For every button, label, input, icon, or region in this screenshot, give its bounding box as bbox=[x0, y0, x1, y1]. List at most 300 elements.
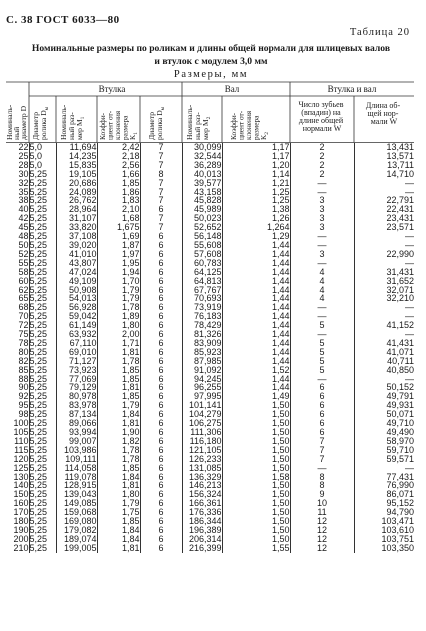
cell-shaft-nominal-size: 36,289 bbox=[182, 161, 222, 170]
cell-teeth-count: 6 bbox=[290, 383, 354, 392]
cell-teeth-count: 4 bbox=[290, 294, 354, 303]
cell-teeth-count: 5 bbox=[290, 321, 354, 330]
cell-shaft-roller-diameter: 6 bbox=[140, 437, 182, 446]
cell-bushing-roller-diameter: 5,25 bbox=[29, 348, 56, 357]
cell-normal-length: 41,152 bbox=[386, 321, 414, 331]
cell-teeth-count: 4 bbox=[290, 286, 354, 295]
cell-bushing-roller-diameter: 5,0 bbox=[29, 152, 56, 161]
cell-normal-length: 50,071 bbox=[386, 410, 414, 420]
cell-bushing-roller-diameter: 5,25 bbox=[29, 517, 56, 526]
cell-bushing-coefficient: 1,85 bbox=[97, 517, 140, 526]
cell-shaft-coefficient: 1,44 bbox=[222, 294, 290, 303]
cell-shaft-roller-diameter: 6 bbox=[140, 375, 182, 384]
cell-bushing-nominal-size: 93,994 bbox=[56, 428, 97, 437]
cell-teeth-count: 6 bbox=[290, 392, 354, 401]
cell-bushing-roller-diameter: 5,25 bbox=[29, 437, 56, 446]
cell-bushing-roller-diameter: 5,25 bbox=[29, 366, 56, 375]
cell-nominal-diameter: 115 bbox=[6, 446, 29, 455]
cell-teeth-count: 4 bbox=[290, 277, 354, 286]
cell-teeth-count: 6 bbox=[290, 428, 354, 437]
cell-shaft-coefficient: 1,25 bbox=[222, 196, 290, 205]
cell-normal-length: 22,431 bbox=[386, 205, 414, 215]
cell-bushing-nominal-size: 59,042 bbox=[56, 312, 97, 321]
cell-teeth-count: 12 bbox=[290, 526, 354, 535]
cell-shaft-nominal-size: 43,158 bbox=[182, 188, 222, 197]
cell-shaft-coefficient: 1,50 bbox=[222, 535, 290, 544]
cell-teeth-count: 7 bbox=[290, 437, 354, 446]
cell-bushing-coefficient: 1,81 bbox=[97, 348, 140, 357]
cell-bushing-coefficient: 1,68 bbox=[97, 214, 140, 223]
cell-nominal-diameter: 92 bbox=[6, 392, 29, 401]
cell-normal-length: 95,152 bbox=[386, 499, 414, 509]
cell-bushing-coefficient: 1,86 bbox=[97, 188, 140, 197]
cell-teeth-count: 7 bbox=[290, 446, 354, 455]
table-number: Таблица 20 bbox=[349, 27, 410, 38]
table-row bbox=[6, 366, 414, 375]
cell-normal-length: — bbox=[405, 312, 414, 322]
table-row bbox=[6, 473, 414, 482]
cell-bushing-nominal-size: 89,066 bbox=[56, 419, 97, 428]
table-row bbox=[6, 401, 414, 410]
cell-shaft-nominal-size: 104,279 bbox=[182, 410, 222, 419]
cell-bushing-nominal-size: 103,986 bbox=[56, 446, 97, 455]
cell-shaft-nominal-size: 121,105 bbox=[182, 446, 222, 455]
cell-normal-length: 13,711 bbox=[387, 160, 414, 170]
cell-bushing-nominal-size: 39,020 bbox=[56, 241, 97, 250]
cell-bushing-nominal-size: 139,043 bbox=[56, 490, 97, 499]
cell-shaft-roller-diameter: 7 bbox=[140, 188, 182, 197]
cell-bushing-nominal-size: 71,127 bbox=[56, 357, 97, 366]
cell-nominal-diameter: 55 bbox=[6, 259, 29, 268]
cell-nominal-diameter: 90 bbox=[6, 383, 29, 392]
cell-bushing-roller-diameter: 5,25 bbox=[29, 499, 56, 508]
cell-shaft-coefficient: 1,50 bbox=[222, 401, 290, 410]
cell-shaft-coefficient: 1,58 bbox=[222, 473, 290, 482]
table-row bbox=[6, 161, 414, 170]
table-row bbox=[6, 214, 414, 223]
table-caption-line-1: Номинальные размеры по роликам и длины общей нормали для шлицевых валов bbox=[31, 43, 391, 54]
cell-shaft-roller-diameter: 6 bbox=[140, 464, 182, 473]
cell-shaft-roller-diameter: 6 bbox=[140, 526, 182, 535]
cell-teeth-count: 2 bbox=[290, 170, 354, 179]
cell-normal-length: 32,071 bbox=[386, 285, 414, 295]
table-row bbox=[6, 330, 414, 339]
cell-shaft-roller-diameter: 6 bbox=[140, 232, 182, 241]
cell-nominal-diameter: 45 bbox=[6, 223, 29, 232]
cell-bushing-coefficient: 1,69 bbox=[97, 232, 140, 241]
cell-shaft-roller-diameter: 6 bbox=[140, 481, 182, 490]
cell-shaft-coefficient: 1,44 bbox=[222, 268, 290, 277]
cell-shaft-nominal-size: 156,324 bbox=[182, 490, 222, 499]
cell-shaft-coefficient: 1,50 bbox=[222, 481, 290, 490]
cell-shaft-nominal-size: 101,141 bbox=[182, 401, 222, 410]
cell-teeth-count: — bbox=[290, 303, 354, 312]
cell-bushing-nominal-size: 169,080 bbox=[56, 517, 97, 526]
cell-teeth-count: 10 bbox=[290, 499, 354, 508]
cell-bushing-coefficient: 1,85 bbox=[97, 464, 140, 473]
cell-shaft-roller-diameter: 6 bbox=[140, 419, 182, 428]
cell-normal-length: — bbox=[405, 187, 414, 197]
cell-normal-length: 41,071 bbox=[386, 347, 414, 357]
cell-teeth-count: 12 bbox=[290, 544, 354, 553]
cell-shaft-nominal-size: 76,183 bbox=[182, 312, 222, 321]
cell-bushing-roller-diameter: 5,25 bbox=[29, 401, 56, 410]
cell-shaft-nominal-size: 55,608 bbox=[182, 241, 222, 250]
cell-bushing-roller-diameter: 5,0 bbox=[29, 161, 56, 170]
cell-bushing-coefficient: 1,84 bbox=[97, 473, 140, 482]
table-row bbox=[6, 152, 414, 161]
table-row bbox=[6, 375, 414, 384]
cell-bushing-coefficient: 1,80 bbox=[97, 321, 140, 330]
cell-teeth-count: — bbox=[290, 259, 354, 268]
cell-bushing-coefficient: 1,79 bbox=[97, 286, 140, 295]
cell-bushing-roller-diameter: 5,25 bbox=[29, 286, 56, 295]
cell-teeth-count: 3 bbox=[290, 250, 354, 259]
cell-normal-length: 14,710 bbox=[386, 169, 414, 179]
cell-bushing-coefficient: 2,56 bbox=[97, 161, 140, 170]
table-row bbox=[6, 446, 414, 455]
cell-bushing-nominal-size: 119,078 bbox=[56, 473, 97, 482]
cell-shaft-roller-diameter: 6 bbox=[140, 268, 182, 277]
cell-bushing-coefficient: 1,81 bbox=[97, 419, 140, 428]
cell-bushing-nominal-size: 49,109 bbox=[56, 277, 97, 286]
table-caption-line-2: и втулок с модулем 3,0 мм bbox=[154, 56, 268, 67]
cell-shaft-coefficient: 1,17 bbox=[222, 143, 290, 152]
cell-shaft-coefficient: 1,44 bbox=[222, 375, 290, 384]
cell-normal-length: 13,571 bbox=[386, 151, 414, 161]
cell-bushing-nominal-size: 73,923 bbox=[56, 366, 97, 375]
cell-shaft-roller-diameter: 6 bbox=[140, 294, 182, 303]
cell-teeth-count: 12 bbox=[290, 535, 354, 544]
cell-bushing-roller-diameter: 5,25 bbox=[29, 383, 56, 392]
cell-bushing-nominal-size: 63,932 bbox=[56, 330, 97, 339]
cell-shaft-coefficient: 1,55 bbox=[222, 544, 290, 553]
cell-shaft-coefficient: 1,44 bbox=[222, 250, 290, 259]
cell-shaft-nominal-size: 94,245 bbox=[182, 375, 222, 384]
cell-shaft-coefficient: 1,44 bbox=[222, 339, 290, 348]
cell-shaft-coefficient: 1,25 bbox=[222, 188, 290, 197]
cell-shaft-roller-diameter: 6 bbox=[140, 544, 182, 553]
cell-teeth-count: — bbox=[290, 232, 354, 241]
cell-bushing-nominal-size: 87,134 bbox=[56, 410, 97, 419]
cell-bushing-coefficient: 1,90 bbox=[97, 428, 140, 437]
data-table-body bbox=[6, 143, 414, 553]
cell-shaft-nominal-size: 81,326 bbox=[182, 330, 222, 339]
cell-nominal-diameter: 78 bbox=[6, 339, 29, 348]
cell-shaft-roller-diameter: 6 bbox=[140, 490, 182, 499]
cell-shaft-coefficient: 1,50 bbox=[222, 464, 290, 473]
cell-bushing-nominal-size: 33,820 bbox=[56, 223, 97, 232]
table-row bbox=[6, 544, 414, 553]
cell-shaft-roller-diameter: 6 bbox=[140, 455, 182, 464]
cell-bushing-roller-diameter: 5,25 bbox=[29, 303, 56, 312]
table-row bbox=[6, 277, 414, 286]
cell-shaft-roller-diameter: 6 bbox=[140, 508, 182, 517]
cell-normal-length: 77,431 bbox=[386, 472, 414, 482]
cell-bushing-nominal-size: 31,107 bbox=[56, 214, 97, 223]
cell-bushing-coefficient: 1,79 bbox=[97, 401, 140, 410]
cell-bushing-coefficient: 1,85 bbox=[97, 366, 140, 375]
cell-shaft-roller-diameter: 6 bbox=[140, 410, 182, 419]
cell-normal-length: 58,970 bbox=[386, 436, 414, 446]
cell-shaft-coefficient: 1,44 bbox=[222, 303, 290, 312]
cell-bushing-coefficient: 1,97 bbox=[97, 250, 140, 259]
cell-shaft-nominal-size: 64,813 bbox=[182, 277, 222, 286]
cell-shaft-roller-diameter: 6 bbox=[140, 366, 182, 375]
cell-nominal-diameter: 35 bbox=[6, 188, 29, 197]
table-row bbox=[6, 535, 414, 544]
cell-teeth-count: 5 bbox=[290, 357, 354, 366]
cell-bushing-roller-diameter: 5,25 bbox=[29, 490, 56, 499]
cell-normal-length: 49,931 bbox=[386, 401, 414, 411]
cell-normal-length: 22,791 bbox=[386, 196, 414, 206]
cell-teeth-count: 6 bbox=[290, 419, 354, 428]
cell-bushing-roller-diameter: 5,25 bbox=[29, 446, 56, 455]
cell-shaft-nominal-size: 136,329 bbox=[182, 473, 222, 482]
cell-shaft-coefficient: 1,44 bbox=[222, 312, 290, 321]
header-normal-length: Длина об- щей нор- мали W bbox=[365, 101, 401, 126]
cell-shaft-coefficient: 1,17 bbox=[222, 152, 290, 161]
cell-shaft-coefficient: 1,14 bbox=[222, 170, 290, 179]
cell-shaft-coefficient: 1,20 bbox=[222, 161, 290, 170]
table-row bbox=[6, 188, 414, 197]
cell-shaft-coefficient: 1,38 bbox=[222, 205, 290, 214]
cell-shaft-roller-diameter: 6 bbox=[140, 428, 182, 437]
cell-shaft-coefficient: 1,44 bbox=[222, 286, 290, 295]
header-shaft-roller-diameter: Диаметр ролика $D_м$ bbox=[147, 106, 166, 140]
table-row bbox=[6, 357, 414, 366]
cell-shaft-nominal-size: 91,092 bbox=[182, 366, 222, 375]
cell-shaft-roller-diameter: 8 bbox=[140, 170, 182, 179]
cell-nominal-diameter: 98 bbox=[6, 410, 29, 419]
cell-shaft-nominal-size: 96,255 bbox=[182, 383, 222, 392]
cell-bushing-coefficient: 1,95 bbox=[97, 259, 140, 268]
cell-shaft-nominal-size: 60,783 bbox=[182, 259, 222, 268]
cell-shaft-nominal-size: 131,085 bbox=[182, 464, 222, 473]
cell-bushing-nominal-size: 199,005 bbox=[56, 544, 97, 553]
cell-bushing-nominal-size: 26,762 bbox=[56, 196, 97, 205]
cell-bushing-nominal-size: 159,068 bbox=[56, 508, 97, 517]
cell-normal-length: 13,431 bbox=[386, 143, 414, 152]
cell-nominal-diameter: 180 bbox=[6, 517, 29, 526]
cell-nominal-diameter: 52 bbox=[6, 250, 29, 259]
cell-bushing-coefficient: 1,78 bbox=[97, 357, 140, 366]
cell-teeth-count: 8 bbox=[290, 481, 354, 490]
cell-teeth-count: 2 bbox=[290, 161, 354, 170]
cell-shaft-nominal-size: 216,399 bbox=[182, 544, 222, 553]
cell-bushing-nominal-size: 179,082 bbox=[56, 526, 97, 535]
cell-bushing-nominal-size: 189,074 bbox=[56, 535, 97, 544]
cell-bushing-coefficient: 1,85 bbox=[97, 179, 140, 188]
cell-shaft-nominal-size: 116,180 bbox=[182, 437, 222, 446]
table-row bbox=[6, 508, 414, 517]
cell-shaft-coefficient: 1,50 bbox=[222, 526, 290, 535]
cell-shaft-nominal-size: 106,275 bbox=[182, 419, 222, 428]
cell-normal-length: 103,751 bbox=[381, 534, 414, 544]
cell-bushing-coefficient: 1,80 bbox=[97, 490, 140, 499]
cell-bushing-coefficient: 2,18 bbox=[97, 152, 140, 161]
cell-shaft-coefficient: 1,49 bbox=[222, 392, 290, 401]
cell-nominal-diameter: 65 bbox=[6, 294, 29, 303]
cell-shaft-coefficient: 1,50 bbox=[222, 419, 290, 428]
cell-shaft-roller-diameter: 6 bbox=[140, 205, 182, 214]
table-row bbox=[6, 303, 414, 312]
cell-shaft-coefficient: 1,44 bbox=[222, 348, 290, 357]
cell-teeth-count: 3 bbox=[290, 223, 354, 232]
cell-shaft-coefficient: 1,50 bbox=[222, 446, 290, 455]
cell-teeth-count: 9 bbox=[290, 490, 354, 499]
cell-teeth-count: 3 bbox=[290, 196, 354, 205]
cell-nominal-diameter: 60 bbox=[6, 277, 29, 286]
cell-normal-length: 32,210 bbox=[386, 294, 414, 304]
cell-bushing-roller-diameter: 5,25 bbox=[29, 268, 56, 277]
table-row bbox=[6, 250, 414, 259]
header-nominal-diameter: Номиналь- ный диаметр D bbox=[5, 104, 28, 140]
cell-shaft-coefficient: 1,44 bbox=[222, 383, 290, 392]
cell-shaft-roller-diameter: 7 bbox=[140, 214, 182, 223]
cell-bushing-nominal-size: 56,928 bbox=[56, 303, 97, 312]
table-row bbox=[6, 464, 414, 473]
cell-bushing-nominal-size: 50,908 bbox=[56, 286, 97, 295]
cell-teeth-count: — bbox=[290, 330, 354, 339]
cell-shaft-coefficient: 1,44 bbox=[222, 330, 290, 339]
cell-nominal-diameter: 58 bbox=[6, 268, 29, 277]
cell-normal-length: — bbox=[405, 303, 414, 313]
cell-bushing-nominal-size: 77,069 bbox=[56, 375, 97, 384]
table-row bbox=[6, 170, 414, 179]
table-row bbox=[6, 241, 414, 250]
cell-teeth-count: — bbox=[290, 312, 354, 321]
cell-bushing-roller-diameter: 5,25 bbox=[29, 205, 56, 214]
cell-shaft-coefficient: 1,50 bbox=[222, 410, 290, 419]
cell-shaft-nominal-size: 56,148 bbox=[182, 232, 222, 241]
cell-shaft-nominal-size: 85,923 bbox=[182, 348, 222, 357]
cell-shaft-coefficient: 1,29 bbox=[222, 232, 290, 241]
cell-teeth-count: 12 bbox=[290, 517, 354, 526]
cell-bushing-roller-diameter: 5,25 bbox=[29, 330, 56, 339]
cell-bushing-nominal-size: 54,013 bbox=[56, 294, 97, 303]
cell-teeth-count: 5 bbox=[290, 339, 354, 348]
table-row bbox=[6, 268, 414, 277]
cell-shaft-nominal-size: 97,995 bbox=[182, 392, 222, 401]
cell-shaft-roller-diameter: 7 bbox=[140, 143, 182, 152]
cell-shaft-roller-diameter: 6 bbox=[140, 473, 182, 482]
cell-shaft-coefficient: 1,264 bbox=[222, 223, 290, 232]
cell-nominal-diameter: 120 bbox=[6, 455, 29, 464]
cell-bushing-nominal-size: 15,835 bbox=[56, 161, 97, 170]
cell-bushing-nominal-size: 83,978 bbox=[56, 401, 97, 410]
cell-bushing-roller-diameter: 5,25 bbox=[29, 357, 56, 366]
cell-nominal-diameter: 105 bbox=[6, 428, 29, 437]
cell-bushing-roller-diameter: 5,25 bbox=[29, 455, 56, 464]
cell-shaft-coefficient: 1,50 bbox=[222, 455, 290, 464]
cell-shaft-nominal-size: 78,429 bbox=[182, 321, 222, 330]
cell-normal-length: — bbox=[405, 463, 414, 473]
cell-bushing-roller-diameter: 5,25 bbox=[29, 214, 56, 223]
cell-shaft-nominal-size: 111,306 bbox=[182, 428, 222, 437]
cell-bushing-roller-diameter: 5,25 bbox=[29, 321, 56, 330]
cell-nominal-diameter: 72 bbox=[6, 321, 29, 330]
cell-normal-length: — bbox=[405, 178, 414, 188]
cell-normal-length: — bbox=[405, 258, 414, 268]
cell-shaft-nominal-size: 40,013 bbox=[182, 170, 222, 179]
cell-bushing-roller-diameter: 5,25 bbox=[29, 196, 56, 205]
table-row bbox=[6, 286, 414, 295]
cell-bushing-nominal-size: 37,108 bbox=[56, 232, 97, 241]
cell-bushing-roller-diameter: 5,25 bbox=[29, 375, 56, 384]
table-row bbox=[6, 205, 414, 214]
table-row bbox=[6, 428, 414, 437]
cell-bushing-coefficient: 1,78 bbox=[97, 446, 140, 455]
cell-normal-length: 103,471 bbox=[381, 517, 414, 526]
cell-normal-length: 23,431 bbox=[386, 214, 414, 224]
cell-bushing-coefficient: 1,81 bbox=[97, 544, 140, 553]
table-row bbox=[6, 259, 414, 268]
cell-bushing-roller-diameter: 5,25 bbox=[29, 241, 56, 250]
cell-normal-length: 76,990 bbox=[386, 481, 414, 491]
cell-shaft-nominal-size: 45,828 bbox=[182, 196, 222, 205]
cell-shaft-coefficient: 1,50 bbox=[222, 499, 290, 508]
group-both-title: Втулка и вал bbox=[327, 84, 377, 94]
cell-shaft-coefficient: 1,44 bbox=[222, 277, 290, 286]
cell-shaft-roller-diameter: 6 bbox=[140, 401, 182, 410]
cell-shaft-nominal-size: 39,577 bbox=[182, 179, 222, 188]
cell-nominal-diameter: 130 bbox=[6, 473, 29, 482]
cell-bushing-coefficient: 1,84 bbox=[97, 410, 140, 419]
cell-bushing-nominal-size: 149,085 bbox=[56, 499, 97, 508]
table-row bbox=[6, 348, 414, 357]
cell-shaft-roller-diameter: 7 bbox=[140, 161, 182, 170]
cell-bushing-roller-diameter: 5,25 bbox=[29, 464, 56, 473]
cell-nominal-diameter: 68 bbox=[6, 303, 29, 312]
cell-nominal-diameter: 125 bbox=[6, 464, 29, 473]
cell-bushing-coefficient: 1,82 bbox=[97, 437, 140, 446]
cell-bushing-nominal-size: 99,007 bbox=[56, 437, 97, 446]
cell-normal-length: 103,350 bbox=[381, 543, 414, 553]
cell-shaft-coefficient: 1,50 bbox=[222, 517, 290, 526]
cell-normal-length: — bbox=[405, 330, 414, 339]
cell-nominal-diameter: 190 bbox=[6, 526, 29, 535]
cell-bushing-coefficient: 1,78 bbox=[97, 455, 140, 464]
cell-shaft-nominal-size: 70,693 bbox=[182, 294, 222, 303]
table-row bbox=[6, 410, 414, 419]
page-header-left: С. 38 ГОСТ 6033—80 bbox=[6, 14, 120, 26]
cell-bushing-coefficient: 1,84 bbox=[97, 535, 140, 544]
cell-bushing-coefficient: 1,675 bbox=[97, 223, 140, 232]
cell-bushing-nominal-size: 19,105 bbox=[56, 170, 97, 179]
cell-bushing-roller-diameter: 5,25 bbox=[29, 481, 56, 490]
cell-bushing-roller-diameter: 5,25 bbox=[29, 294, 56, 303]
cell-nominal-diameter: 48 bbox=[6, 232, 29, 241]
cell-normal-length: — bbox=[405, 374, 414, 384]
cell-shaft-roller-diameter: 6 bbox=[140, 312, 182, 321]
cell-nominal-diameter: 210 bbox=[6, 544, 29, 553]
cell-normal-length: 94,790 bbox=[386, 508, 414, 518]
header-bushing-roller-diameter: Диаметр ролика $D_м$ bbox=[31, 106, 50, 140]
cell-teeth-count: 4 bbox=[290, 268, 354, 277]
cell-shaft-nominal-size: 166,361 bbox=[182, 499, 222, 508]
cell-bushing-roller-diameter: 5,25 bbox=[29, 250, 56, 259]
cell-bushing-roller-diameter: 5,25 bbox=[29, 223, 56, 232]
table-row bbox=[6, 392, 414, 401]
cell-nominal-diameter: 25 bbox=[6, 152, 29, 161]
cell-bushing-coefficient: 1,85 bbox=[97, 375, 140, 384]
cell-shaft-nominal-size: 206,314 bbox=[182, 535, 222, 544]
cell-nominal-diameter: 150 bbox=[6, 490, 29, 499]
cell-shaft-roller-diameter: 6 bbox=[140, 286, 182, 295]
cell-shaft-coefficient: 1,50 bbox=[222, 437, 290, 446]
cell-bushing-coefficient: 1,66 bbox=[97, 170, 140, 179]
